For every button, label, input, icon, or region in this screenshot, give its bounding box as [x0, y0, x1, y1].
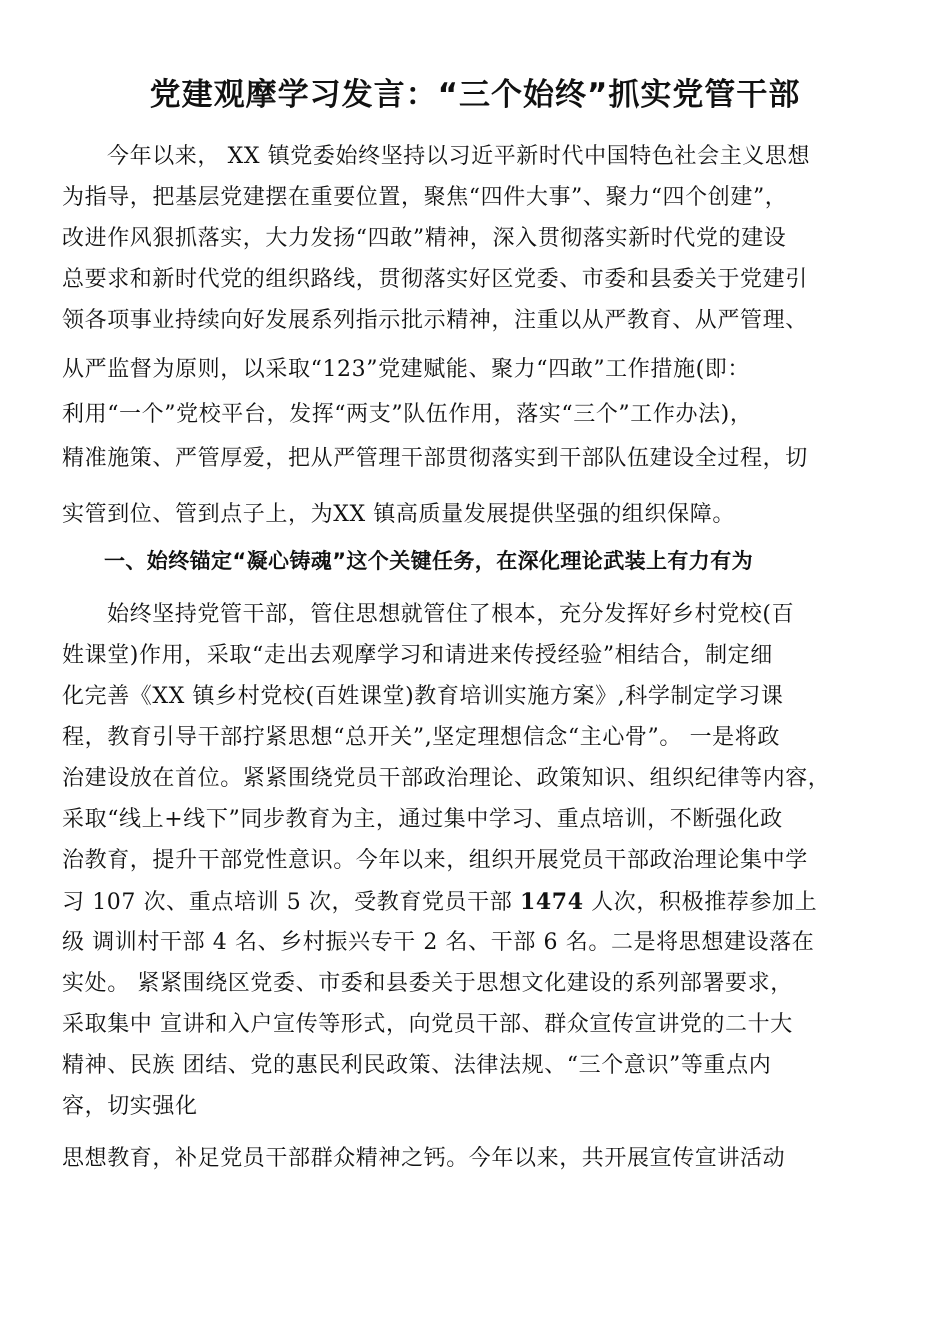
intro-paragraph-line: 利用“一个”党校平台，发挥“两支”队伍作用，落实“三个”工作办法)， [62, 402, 753, 427]
intro-paragraph-line: 为指导，把基层党建摆在重要位置，聚焦“四件大事”、聚力“四个创建”， [62, 185, 788, 210]
section-paragraph-line: 治建设放在首位。紧紧围绕党员干部政治理论、政策知识、组织纪律等内容， [62, 766, 831, 791]
document-title: 党建观摩学习发言：“三个始终”抓实党管干部 [149, 77, 801, 113]
intro-paragraph-line: 改进作风狠抓落实，大力发扬“四敢”精神，深入贯彻落实新时代党的建设 [62, 226, 787, 251]
section-heading: 一、始终锚定“凝心铸魂”这个关键任务，在深化理论武装上有力有为 [104, 549, 754, 573]
section-paragraph-line: 程，教育引导干部拧紧思想“总开关”,坚定理想信念“主心骨”。 一是将政 [62, 725, 780, 750]
intro-paragraph-line: 今年以来， XX 镇党委始终坚持以习近平新时代中国特色社会主义思想 [107, 144, 811, 169]
section-paragraph-line: 精神、民族 团结、党的惠民利民政策、法律法规、“三个意识”等重点内 [62, 1053, 772, 1078]
section-paragraph-line: 治教育，提升干部党性意识。今年以来，组织开展党员干部政治理论集中学 [62, 848, 808, 873]
line-text: 人次，积极推荐参加上 [583, 890, 818, 915]
section-paragraph-line [62, 884, 892, 921]
trained-count: 1474 [519, 889, 584, 915]
section-paragraph-line: 容，切实强化 [62, 1094, 198, 1119]
intro-paragraph-line: 实管到位、管到点子上，为XX 镇高质量发展提供坚强的组织保障。 [62, 502, 735, 527]
intro-paragraph-line: 总要求和新时代党的组织路线，贯彻落实好区党委、市委和县委关于党建引 [62, 267, 808, 292]
section-paragraph-line: 姓课堂)作用，采取“走出去观摩学习和请进来传授经验”相结合，制定细 [62, 643, 773, 668]
continuation-line: 思想教育，补足党员干部群众精神之钙。今年以来，共开展宣传宣讲活动 [62, 1146, 786, 1171]
intro-paragraph-line: 精准施策、严管厚爱，把从严管理干部贯彻落实到干部队伍建设全过程，切 [62, 446, 808, 471]
section-paragraph-line: 化完善《XX 镇乡村党校(百姓课堂)教育培训实施方案》,科学制定学习课 [62, 684, 784, 709]
intro-paragraph-line: 从严监督为原则，以采取“123”党建赋能、聚力“四敢”工作措施(即： [62, 357, 750, 382]
section-paragraph-line: 采取集中 宣讲和入户宣传等形式，向党员干部、群众宣传宣讲党的二十大 [62, 1012, 793, 1037]
section-paragraph-line: 始终坚持党管干部，管住思想就管住了根本，充分发挥好乡村党校(百 [107, 602, 795, 627]
section-paragraph-line: 级 调训村干部 4 名、乡村振兴专干 2 名、干部 6 名。二是将思想建设落在 [62, 930, 815, 955]
line-text: 习 107 次、重点培训 5 次，受教育党员干部 [62, 890, 520, 915]
section-paragraph-line: 采取“线上+线下”同步教育为主，通过集中学习、重点培训，不断强化政 [62, 807, 783, 832]
section-paragraph-line: 实处。 紧紧围绕区党委、市委和县委关于思想文化建设的系列部署要求， [62, 971, 793, 996]
intro-paragraph-line: 领各项事业持续向好发展系列指示批示精神，注重以从严教育、从严管理、 [62, 308, 808, 333]
